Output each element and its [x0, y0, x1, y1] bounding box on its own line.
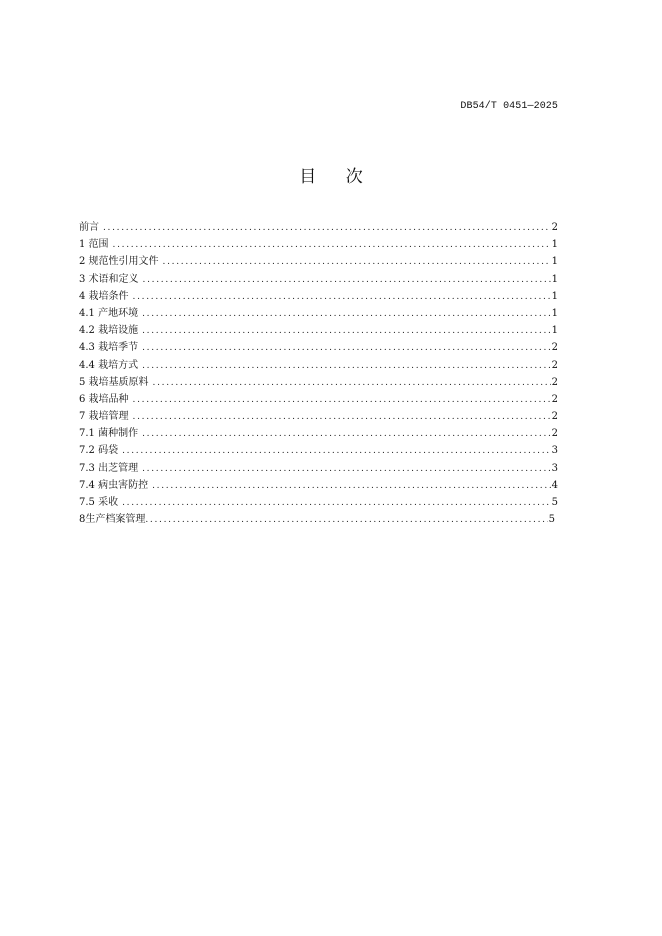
- toc-entry-production-records[interactable]: [79, 511, 555, 528]
- table-of-contents: [79, 219, 558, 528]
- toc-entry-label: 8生产档案管理: [79, 514, 146, 526]
- toc-entry-label: 3 术语和定义: [79, 273, 139, 285]
- toc-leader-dots: [133, 289, 551, 306]
- toc-entry-page: 1: [551, 307, 558, 319]
- toc-entry-page: 3: [551, 445, 558, 457]
- toc-entry-page: 1: [551, 325, 558, 337]
- toc-entry-foreword[interactable]: [79, 219, 558, 236]
- toc-entry-label: 1 范围: [79, 239, 109, 251]
- toc-entry-label: 7.5 采收: [79, 497, 119, 508]
- toc-entry-label: 7.3 出芝管理: [79, 462, 139, 474]
- toc-entry-cultivation-conditions[interactable]: [79, 288, 558, 305]
- toc-leader-dots: [122, 495, 551, 512]
- toc-leader-dots: [152, 478, 551, 495]
- toc-entry-cultivation-varieties[interactable]: [79, 391, 558, 408]
- toc-leader-dots: [122, 443, 551, 460]
- toc-leader-dots: [143, 272, 551, 289]
- toc-entry-page: 2: [551, 342, 558, 354]
- toc-entry-page: 4: [551, 479, 558, 491]
- toc-entry-label: 4.2 栽培设施: [79, 325, 139, 337]
- toc-entry-label: 7.2 码袋: [79, 445, 119, 457]
- toc-entry-page: 2: [551, 222, 558, 233]
- toc-entry-substrate-materials[interactable]: [79, 374, 558, 391]
- toc-entry-cultivation-method[interactable]: [79, 357, 558, 374]
- toc-entry-label: 4.3 栽培季节: [79, 342, 139, 354]
- toc-entry-cultivation-facilities[interactable]: [79, 322, 558, 339]
- toc-entry-spawn-production[interactable]: [79, 425, 558, 442]
- toc-entry-page: 1: [551, 290, 558, 302]
- toc-entry-production-environment[interactable]: [79, 305, 558, 322]
- toc-leader-dots: [153, 375, 551, 392]
- toc-entry-terms[interactable]: [79, 271, 558, 288]
- toc-entry-cultivation-management[interactable]: [79, 408, 558, 425]
- toc-entry-normative-references[interactable]: [79, 253, 558, 270]
- toc-leader-dots: [103, 220, 551, 237]
- toc-leader-dots: [133, 409, 551, 426]
- toc-entry-label: 7.4 病虫害防控: [79, 479, 149, 491]
- toc-entry-page: 3: [551, 462, 558, 474]
- toc-entry-page: 1: [551, 273, 558, 285]
- toc-entry-label: 前言: [79, 222, 99, 233]
- toc-entry-label: 5 栽培基质原料: [79, 376, 149, 388]
- toc-entry-cultivation-season[interactable]: [79, 339, 558, 356]
- toc-entry-harvesting[interactable]: [79, 494, 558, 511]
- toc-leader-dots: [133, 392, 551, 409]
- toc-entry-label: 6 栽培品种: [79, 393, 129, 405]
- toc-entry-page: 2: [551, 376, 558, 388]
- toc-leader-dots: [142, 340, 551, 357]
- toc-leader-dots: [163, 254, 551, 271]
- toc-entry-label: 2 规范性引用文件: [79, 256, 159, 268]
- toc-entry-bag-stacking[interactable]: [79, 442, 558, 459]
- toc-entry-page: 5: [551, 497, 558, 508]
- toc-title: 目 次: [299, 167, 375, 187]
- toc-leader-dots: [142, 358, 551, 375]
- toc-entry-label: 4.4 栽培方式: [79, 359, 139, 371]
- toc-leader-dots: [142, 323, 551, 340]
- toc-entry-page: 2: [551, 393, 558, 405]
- toc-entry-scope[interactable]: [79, 236, 558, 253]
- toc-entry-label: 4.1 产地环境: [79, 307, 139, 319]
- toc-entry-page: 5: [548, 514, 555, 526]
- toc-entry-page: 2: [551, 428, 558, 440]
- toc-leader-dots: [142, 306, 551, 323]
- toc-entry-label: 7 栽培管理: [79, 411, 129, 423]
- toc-entry-page: 1: [551, 256, 558, 268]
- toc-leader-dots: [142, 426, 551, 443]
- toc-leader-dots: [113, 237, 551, 254]
- toc-entry-page: 2: [551, 411, 558, 423]
- toc-entry-fruiting-management[interactable]: [79, 460, 558, 477]
- toc-leader-dots: [142, 461, 551, 478]
- document-code: DB54/T 0451—2025: [460, 101, 558, 112]
- toc-entry-label: 7.1 菌种制作: [79, 428, 139, 440]
- toc-entry-page: 2: [551, 359, 558, 371]
- toc-leader-dots: [145, 512, 547, 529]
- toc-entry-pest-control[interactable]: [79, 477, 558, 494]
- toc-entry-label: 4 栽培条件: [79, 290, 129, 302]
- toc-entry-page: 1: [551, 239, 558, 251]
